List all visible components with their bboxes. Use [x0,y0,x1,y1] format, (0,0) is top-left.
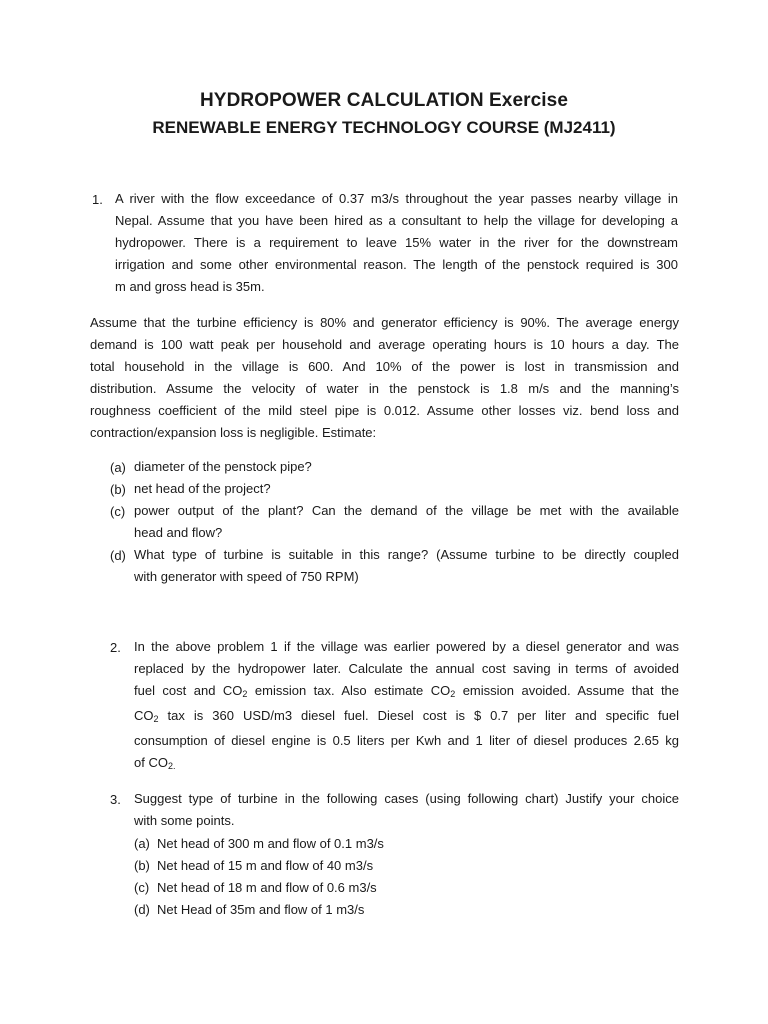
q3-item-a: Net head of 300 m and flow of 0.1 m3/s [157,836,384,851]
assume-line: demand is 100 watt peak per household and average operating hours is 10 hours a day. The [90,337,679,352]
q1-line: A river with the flow exceedance of 0.37 m3/s throughout the year passes nearby village in [115,191,678,206]
q2-line: consumption of diesel engine is 0.5 liters per Kwh and 1 liter of diesel produces 2.65 kg [134,733,679,748]
q3-number: 3. [110,792,121,807]
q2-text [134,636,679,777]
q1-item-c-label: (c) [110,504,126,519]
assume-line: roughness coefficient of the mild steel pipe is 0.012. Assume other losses viz. bend loss and [90,403,679,418]
q1-line: hydropower. There is a requirement to leave 15% water in the river for the downstream [115,235,678,250]
q3-text [134,788,679,832]
assume-line: total household in the village is 600. And 10% of the power is lost in transmission and [90,359,679,374]
q1-item-c: power output of the plant? Can the demand of the village be met with the available head and flow? [134,503,679,540]
q2-line: of $CO_{2.}$ [134,755,176,771]
q2-line: $CO_2$ tax is 360 USD/m3 diesel fuel. Diesel cost is $ 0.7 per liter and specific fuel [134,708,679,724]
assume-line: distribution. Assume the velocity of water in the penstock is 1.8 m/s and the manning’s [90,381,679,396]
q3-line: Suggest type of turbine in the following cases (using following chart) Justify your choice [134,791,679,806]
q1-item-d-label: (d) [110,548,126,563]
q3-item-d: Net Head of 35m and flow of 1 m3/s [157,902,365,917]
assume-line: Assume that the turbine efficiency is 80% and generator efficiency is 90%. The average energy [90,315,679,330]
q3-item-b-label: (b) [134,858,150,873]
q1-item-a-label: (a) [110,460,126,475]
assume-line: contraction/expansion loss is negligible. Estimate: [90,425,377,440]
q1-number: 1. [92,192,103,207]
q3-line: with some points. [134,813,235,828]
q1-item-b-label: (b) [110,482,126,497]
q1-text [115,188,678,298]
q2-number: 2. [110,640,121,655]
q2-line: In the above problem 1 if the village was earlier powered by a diesel generator and was [134,639,679,654]
q1-line: Nepal. Assume that you have been hired as a consultant to help the village for developing a [115,213,678,228]
q1-item-a: diameter of the penstock pipe? [134,459,312,474]
q3-item-b: Net head of 15 m and flow of 40 m3/s [157,858,374,873]
q3-item-d-label: (d) [134,902,150,917]
q1-line: irrigation and some other environmental reason. The length of the penstock required is 300 [115,257,678,272]
q1-assumptions [90,312,679,444]
q1-line: m and gross head is 35m. [115,279,265,294]
q2-line: replaced by the hydropower later. Calculate the annual cost saving in terms of avoided [134,661,679,676]
q2-line: fuel cost and $CO_2$ emission tax. Also estimate $CO_2$ emission avoided. Assume that the [134,683,680,699]
q1-item-d: What type of turbine is suitable in this range? (Assume turbine to be directly coupled with generator with speed of 750 RPM) [134,547,679,584]
q3-item-a-label: (a) [134,836,150,851]
page-title: HYDROPOWER CALCULATION Exercise [199,90,569,111]
q3-item-c-label: (c) [134,880,150,895]
course-subtitle: RENEWABLE ENERGY TECHNOLOGY COURSE (MJ2411) [152,118,616,137]
q1-item-b: net head of the project? [134,481,271,496]
q3-item-c: Net head of 18 m and flow of 0.6 m3/s [157,880,377,895]
